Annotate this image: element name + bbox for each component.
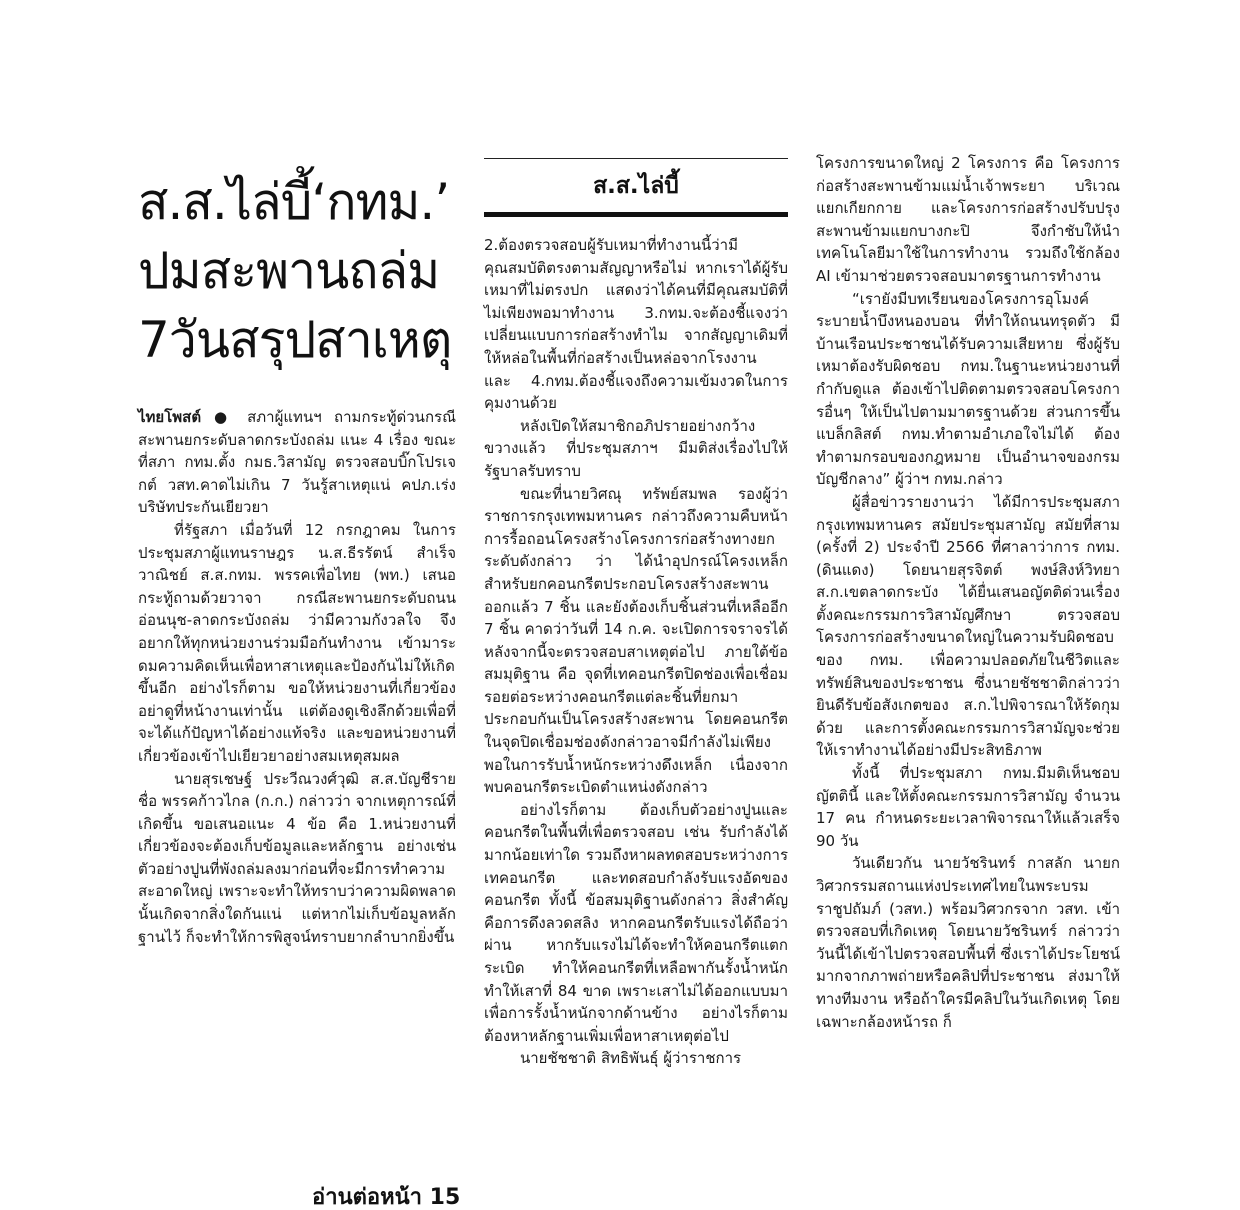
headline-line-2: ปมสะพานถล่ม — [138, 242, 440, 300]
paragraph: ขณะที่นายวิศณุ ทรัพย์สมพล รองผู้ว่าราชการกรุงเทพมหานคร กล่าวถึงความคืบหน้าการรื้อถอนโครงสร้างโครงการก่อสร้างทางยกระดับดังกล่าว ว่า ได้นำอุปกรณ์โครงเหล็กสำหรับยกคอนกรีตประกอบโครงสร้างสะพานออกแล้ว 7 ชิ้น และยังต้องเก็บชิ้นส่วนที่เหลืออีก 7 ชิ้น คาดว่าวันที่ 14 ก.ค. จะเปิดการจราจรได้ หลังจากนี้จะตรวจสอบสาเหตุต่อไป ภายใต้ข้อสมมุติฐาน คือ จุดที่เทคอนกรีตปิดช่องเพื่อเชื่อมรอยต่อระหว่างคอนกรีตแต่ละชิ้นที่ยกมาประกอบกันเป็นโครงสร้างสะพาน โดยคอนกรีตในจุดปิดเชื่อมช่องดังกล่าวอาจมีกำลังไม่เพียงพอในการรับน้ำหนักระหว่างดึงเหล็ก เนื่องจากพบคอนกรีตระเบิดตำแหน่งดังกล่าว — [484, 484, 788, 797]
paragraph: นายชัชชาติ สิทธิพันธุ์ ผู้ว่าราชการ — [520, 1049, 742, 1068]
paragraph: ผู้สื่อข่าวรายงานว่า ได้มีการประชุมสภากรุงเทพมหานคร สมัยประชุมสามัญ สมัยที่สาม (ครั้งที่ 2) ประจำปี 2566 ที่ศาลาว่าการ กทม. (ดินแดง) โดยนายสุรจิตต์ พงษ์สิงห์วิทยา ส.ก.เขตลาดกระบัง ได้ยื่นเสนอญัตติด่วนเรื่องตั้งคณะกรรมการวิสามัญศึกษา ตรวจสอบโครงการก่อสร้างขนาดใหญ่ในความรับผิดชอบของ กทม. เพื่อความปลอดภัยในชีวิตและทรัพย์สินของประชาชน ซึ่งนายชัชชาติกล่าวว่ายินดีรับข้อสังเกตของ ส.ก.ไปพิจารณาให้รัดกุมด้วย และการตั้งคณะกรรมการวิสามัญจะช่วยให้เราทำงานได้อย่างมีประสิทธิภาพ — [816, 492, 1120, 760]
headline — [138, 168, 458, 375]
section-rule-bottom — [484, 212, 788, 217]
paragraph: โครงการขนาดใหญ่ 2 โครงการ คือ โครงการก่อสร้างสะพานข้ามแม่น้ำเจ้าพระยา บริเวณแยกเกียกกาย และโครงการก่อสร้างปรับปรุงสะพานข้ามแยกบางกะปิ จึงกำชับให้นำเทคโนโลยีมาใช้ในการทำงาน รวมถึงใช้กล้อง AI เข้ามาช่วยตรวจสอบมาตรฐานการทำงาน — [816, 154, 1120, 285]
headline-line-1: ส.ส.ไล่บี้‘กทม.’ — [138, 173, 450, 231]
article-column-1 — [138, 406, 456, 948]
paragraph: นายสุรเชษฐ์ ประวีณวงศ์วุฒิ ส.ส.บัญชีรายชื่อ พรรคก้าวไกล (ก.ก.) กล่าวว่า จากเหตุการณ์ที่เกิดขึ้น ขอเสนอแนะ 4 ข้อ คือ 1.หน่วยงานที่เกี่ยวข้องจะต้องเก็บข้อมูลและหลักฐาน อย่างเช่น ตัวอย่างปูนที่พังถล่มลงมาก่อนที่จะมีการทำความสะอาดใหญ่ เพราะจะทำให้ทราบว่าความผิดพลาดนั้นเกิดจากสิ่งใดกันแน่ แต่หากไม่เก็บข้อมูลหลักฐานไว้ ก็จะทำให้การพิสูจน์ทราบยากลำบากยิ่งขึ้น — [138, 769, 456, 946]
section-title: ส.ส.ไล่บี้ — [593, 173, 679, 199]
section-rule-top — [484, 158, 788, 159]
paragraph: หลังเปิดให้สมาชิกอภิปรายอย่างกว้างขวางแล้ว ที่ประชุมสภาฯ มีมติส่งเรื่องไปให้รัฐบาลรับทราบ — [484, 416, 788, 480]
article-column-2 — [484, 234, 788, 1070]
paragraph: 2.ต้องตรวจสอบผู้รับเหมาที่ทำงานนี้ว่ามีคุณสมบัติตรงตามสัญญาหรือไม่ หากเราได้ผู้รับเหมาที่ไม่ตรงปก แสดงว่าได้คนที่มีคุณสมบัติที่ไม่เพียงพอมาทำงาน 3.กทม.จะต้องชี้แจงว่าเปลี่ยนแบบการก่อสร้างทำไม จากสัญญาเดิมที่ให้หล่อในพื้นที่ก่อสร้างเป็นหล่อจากโรงงาน และ 4.กทม.ต้องชี้แจงถึงความเข้มงวดในการคุมงานด้วย — [484, 236, 788, 413]
continued-on-page: อ่านต่อหน้า 15 — [312, 1185, 461, 1210]
paragraph: ทั้งนี้ ที่ประชุมสภา กทม.มีมติเห็นชอบญัตตินี้ และให้ตั้งคณะกรรมการวิสามัญ จำนวน 17 คน กำหนดระยะเวลาพิจารณาให้แล้วเสร็จ 90 วัน — [816, 764, 1120, 850]
paragraph: ที่รัฐสภา เมื่อวันที่ 12 กรกฎาคม ในการประชุมสภาผู้แทนราษฎร น.ส.ธีรรัตน์ สำเร็จวาณิชย์ ส.ส.กทม. พรรคเพื่อไทย (พท.) เสนอกระทู้ถามด้วยวาจา กรณีสะพานยกระดับถนนอ่อนนุช-ลาดกระบังถล่ม ว่ามีความกังวลใจ จึงอยากให้ทุกหน่วยงานร่วมมือกันทำงาน เข้ามาระดมความคิดเห็นเพื่อหาสาเหตุและป้องกันไม่ให้เกิดขึ้นอีก อย่างไรก็ตาม ขอให้หน่วยงานที่เกี่ยวข้องอย่าดูที่หน้างานเท่านั้น แต่ต้องดูเชิงลึกด้วยเพื่อที่จะได้แก้ปัญหาได้อย่างแท้จริง และขอหน่วยงานที่เกี่ยวข้องเข้าไปเยียวยาอย่างสมเหตุสมผล — [138, 520, 456, 765]
paragraph: อย่างไรก็ตาม ต้องเก็บตัวอย่างปูนและคอนกรีตในพื้นที่เพื่อตรวจสอบ เช่น รับกำลังได้มากน้อยเท่าใด รวมถึงหาผลทดสอบระหว่างการเทคอนกรีต และทดสอบกำลังรับแรงอัดของคอนกรีต ทั้งนี้ ข้อสมมุติฐานดังกล่าว สิ่งสำคัญคือการดึงลวดสลิง หากคอนกรีตรับแรงได้ถือว่าผ่าน หากรับแรงไม่ได้จะทำให้คอนกรีตแตกระเบิด ทำให้คอนกรีตที่เหลือพากันรั้งน้ำหนักทำให้เสาที่ 84 ขาด เพราะเสาไม่ได้ออกแบบมาเพื่อการรั้งน้ำหนักจากด้านข้าง อย่างไรก็ตามต้องหาหลักฐานเพิ่มเพื่อหาสาเหตุต่อไป — [484, 800, 788, 1045]
paragraph: “เรายังมีบทเรียนของโครงการอุโมงค์ระบายน้ำบึงหนองบอน ที่ทำให้ถนนทรุดตัว มีบ้านเรือนประชาชนได้รับความเสียหาย ซึ่งผู้รับเหมาต้องรับผิดชอบ กทม.ในฐานะหน่วยงานที่กำกับดูแล ต้องเข้าไปติดตามตรวจสอบโครงการอื่นๆ ให้เป็นไปตามมาตรฐานด้วย ส่วนการขึ้นแบล็กลิสต์ กทม.ทำตามอำเภอใจไม่ได้ ต้องทำตามกรอบของกฎหมาย เป็นอำนาจของกรมบัญชีกลาง” ผู้ว่าฯ กทม.กล่าว — [816, 289, 1120, 489]
lead-paragraph — [138, 406, 456, 519]
headline-line-3: 7วันสรุปสาเหตุ — [138, 311, 452, 369]
lead-text: สภาผู้แทนฯ ถามกระทู้ด่วนกรณีสะพานยกระดับลาดกระบังถล่ม แนะ 4 เรื่อง ขณะที่สภา กทม.ตั้ง กมธ.วิสามัญ ตรวจสอบบิ๊กโปรเจกต์ วสท.คาดไม่เกิน 7 วันรู้สาเหตุแน่ คปภ.เร่งบริษัทประกันเยียวยา — [138, 408, 456, 517]
article-column-3 — [816, 152, 1120, 1033]
byline: ไทยโพสต์ ● — [138, 408, 235, 426]
paragraph: วันเดียวกัน นายวัชรินทร์ กาสลัก นายกวิศวกรรมสถานแห่งประเทศไทยในพระบรมราชูปถัมภ์ (วสท.) พร้อมวิศวกรจาก วสท. เข้าตรวจสอบที่เกิดเหตุ โดยนายวัชรินทร์ กล่าวว่า วันนี้ได้เข้าไปตรวจสอบพื้นที่ ซึ่งเราได้ประโยชน์มากจากภาพถ่ายหรือคลิปที่ประชาชน ส่งมาให้ทางทีมงาน หรือถ้าใครมีคลิปในวันเกิดเหตุ โดยเฉพาะกล้องหน้ารถ ก็ — [816, 854, 1120, 1031]
